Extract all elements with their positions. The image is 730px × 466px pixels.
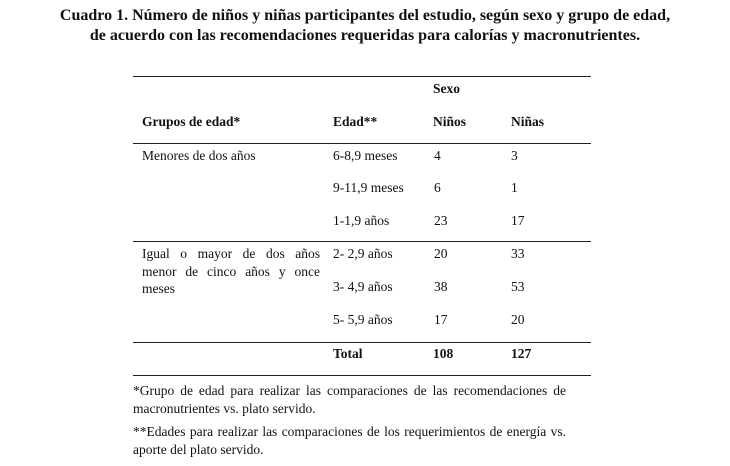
total-top-rule [133, 342, 591, 343]
table-cell-edad: 5- 5,9 años [333, 312, 393, 327]
footnote-grupo-de-edad: *Grupo de edad para realizar las comparaciones de las recomendaciones de macronutrientes vs. plato servido. [133, 383, 566, 416]
header-bottom-rule [133, 143, 591, 144]
table-cell-ninos: 17 [434, 312, 448, 327]
caption-line-2: de acuerdo con las recomendaciones requeridas para calorías y macronutrientes. [89, 27, 641, 44]
table-caption [0, 6, 730, 46]
table-cell-ninas: 53 [511, 279, 525, 294]
table-cell-ninos: 20 [434, 246, 448, 261]
table-top-rule [133, 76, 591, 77]
header-ninos: Niños [433, 114, 467, 129]
header-grupos-de-edad: Grupos de edad* [142, 114, 241, 129]
table-cell-ninas: 33 [511, 246, 525, 261]
table-cell-ninos: 23 [434, 213, 448, 228]
table-cell-edad: 9-11,9 meses [333, 180, 404, 195]
table-cell-ninas: 17 [511, 213, 525, 228]
total-ninos: 108 [433, 346, 454, 361]
table-cell-ninas: 3 [511, 148, 518, 163]
table-cell-ninas: 20 [511, 312, 525, 327]
table-cell-ninas: 1 [511, 180, 518, 195]
total-ninas: 127 [511, 346, 532, 361]
caption-line-1: Cuadro 1. Número de niños y niñas participantes del estudio, según sexo y grupo de edad, [59, 7, 671, 24]
table-bottom-rule [133, 375, 591, 376]
table-cell-ninos: 6 [434, 180, 441, 195]
total-label: Total [333, 346, 363, 361]
group-label: Igual o mayor de dos años menor de cinco años y once meses [142, 246, 320, 296]
table-cell-ninos: 38 [434, 279, 448, 294]
table-cell-ninos: 4 [434, 148, 441, 163]
footnote-edades: **Edades para realizar las comparaciones de los requerimientos de energía vs. aporte del plato servido. [133, 424, 566, 457]
header-edad: Edad** [333, 114, 378, 129]
group-separator-rule [133, 241, 591, 242]
table-cell-edad: 3- 4,9 años [333, 279, 393, 294]
header-ninas: Niñas [511, 114, 545, 129]
group-label: Menores de dos años [142, 148, 256, 163]
header-sexo: Sexo [433, 81, 460, 96]
table-cell-edad: 6-8,9 meses [333, 148, 398, 163]
table-cell-edad: 2- 2,9 años [333, 246, 393, 261]
table-cell-edad: 1-1,9 años [333, 213, 390, 228]
